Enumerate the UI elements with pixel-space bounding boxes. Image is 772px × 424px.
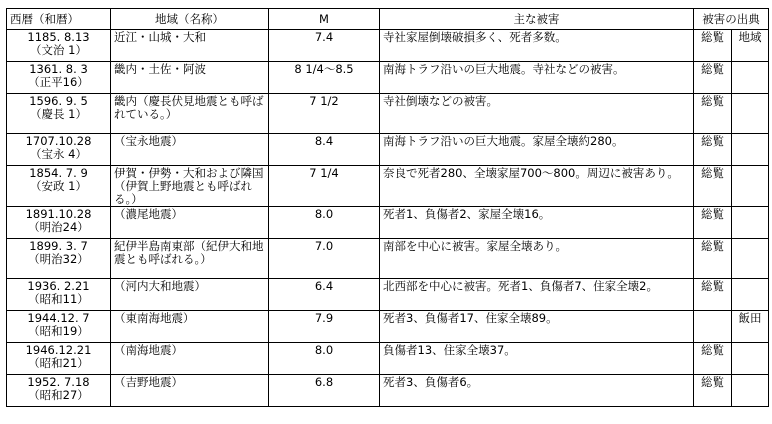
source-cell-soran [694, 311, 732, 343]
magnitude-cell: 8.0 [269, 207, 380, 239]
region-cell: （河内大和地震） [111, 279, 269, 311]
table-row [7, 94, 769, 134]
magnitude-cell: 7.4 [269, 30, 380, 62]
magnitude-cell: 7.9 [269, 311, 380, 343]
magnitude-cell: 7 1/2 [269, 94, 380, 134]
gregorian-date: 1185. 8.13 [27, 30, 90, 44]
magnitude-cell: 8 1/4～8.5 [269, 62, 380, 94]
damage-cell: 負傷者13、住家全壊37。 [380, 343, 694, 375]
source-cell-other [732, 207, 769, 239]
earthquake-history-table [6, 8, 769, 407]
source-cell-soran: 総覧 [694, 375, 732, 407]
header-source: 被害の出典 [694, 9, 769, 30]
source-cell-other [732, 134, 769, 166]
gregorian-date: 1596. 9. 5 [29, 94, 88, 108]
header-region: 地域（名称） [111, 9, 269, 30]
damage-cell: 死者1、負傷者2、家屋全壊16。 [380, 207, 694, 239]
japanese-era: （明治24） [28, 220, 89, 234]
table-body [7, 30, 769, 407]
date-cell [7, 30, 111, 62]
source-cell-other [732, 343, 769, 375]
magnitude-cell: 6.4 [269, 279, 380, 311]
region-cell: （濃尾地震） [111, 207, 269, 239]
table-row [7, 375, 769, 407]
gregorian-date: 1891.10.28 [25, 207, 92, 221]
date-cell [7, 94, 111, 134]
source-cell-other: 飯田 [732, 311, 769, 343]
source-cell-soran: 総覧 [694, 94, 732, 134]
damage-cell: 北西部を中心に被害。死者1、負傷者7、住家全壊2。 [380, 279, 694, 311]
header-damage: 主な被害 [380, 9, 694, 30]
region-cell: （吉野地震） [111, 375, 269, 407]
date-cell [7, 134, 111, 166]
japanese-era: （昭和21） [28, 356, 89, 370]
source-cell-soran: 総覧 [694, 343, 732, 375]
table-row [7, 207, 769, 239]
table-row [7, 279, 769, 311]
damage-cell: 奈良で死者280、全壊家屋700～800。周辺に被害あり。 [380, 166, 694, 207]
japanese-era: （安政 1） [30, 179, 87, 193]
damage-cell: 死者3、負傷者6。 [380, 375, 694, 407]
gregorian-date: 1946.12.21 [25, 343, 92, 357]
region-cell: （宝永地震） [111, 134, 269, 166]
japanese-era: （昭和11） [28, 292, 89, 306]
damage-cell: 南海トラフ沿いの巨大地震。寺社などの被害。 [380, 62, 694, 94]
date-cell [7, 311, 111, 343]
damage-cell: 死者3、負傷者17、住家全壊89。 [380, 311, 694, 343]
region-cell: 畿内・土佐・阿波 [111, 62, 269, 94]
table-row [7, 239, 769, 279]
magnitude-cell: 7 1/4 [269, 166, 380, 207]
gregorian-date: 1952. 7.18 [27, 375, 90, 389]
gregorian-date: 1944.12. 7 [27, 311, 90, 325]
gregorian-date: 1361. 8. 3 [29, 62, 88, 76]
source-cell-other: 地域 [732, 30, 769, 62]
region-cell: 伊賀・伊勢・大和および隣国（伊賀上野地震とも呼ばれる。） [111, 166, 269, 207]
region-cell: （東南海地震） [111, 311, 269, 343]
region-cell: 近江・山城・大和 [111, 30, 269, 62]
source-cell-soran: 総覧 [694, 62, 732, 94]
table-row [7, 166, 769, 207]
source-cell-other [732, 62, 769, 94]
source-cell-soran: 総覧 [694, 134, 732, 166]
magnitude-cell: 7.0 [269, 239, 380, 279]
table-row [7, 311, 769, 343]
header-magnitude: M [269, 9, 380, 30]
source-cell-soran: 総覧 [694, 207, 732, 239]
source-cell-other [732, 94, 769, 134]
table-row [7, 134, 769, 166]
source-cell-other [732, 279, 769, 311]
date-cell [7, 62, 111, 94]
source-cell-other [732, 166, 769, 207]
magnitude-cell: 6.8 [269, 375, 380, 407]
magnitude-cell: 8.4 [269, 134, 380, 166]
source-cell-soran: 総覧 [694, 239, 732, 279]
japanese-era: （明治32） [28, 252, 89, 266]
earthquake-table-wrapper [6, 8, 769, 407]
japanese-era: （文治 1） [30, 43, 87, 57]
gregorian-date: 1707.10.28 [25, 134, 92, 148]
source-cell-soran: 総覧 [694, 30, 732, 62]
table-row [7, 343, 769, 375]
japanese-era: （慶長 1） [30, 107, 87, 121]
date-cell [7, 207, 111, 239]
date-cell [7, 343, 111, 375]
japanese-era: （昭和19） [28, 324, 89, 338]
date-cell [7, 166, 111, 207]
date-cell [7, 279, 111, 311]
gregorian-date: 1936. 2.21 [27, 279, 90, 293]
damage-cell: 寺社家屋倒壊破損多く、死者多数。 [380, 30, 694, 62]
japanese-era: （正平16） [28, 75, 89, 89]
region-cell: 紀伊半島南東部（紀伊大和地震とも呼ばれる。） [111, 239, 269, 279]
damage-cell: 寺社倒壊などの被害。 [380, 94, 694, 134]
date-cell [7, 239, 111, 279]
source-cell-soran: 総覧 [694, 166, 732, 207]
region-cell: （南海地震） [111, 343, 269, 375]
date-cell [7, 375, 111, 407]
japanese-era: （宝永 4） [30, 147, 87, 161]
damage-cell: 南部を中心に被害。家屋全壊あり。 [380, 239, 694, 279]
table-row [7, 30, 769, 62]
source-cell-soran: 総覧 [694, 279, 732, 311]
table-row [7, 62, 769, 94]
header-row [7, 9, 769, 30]
gregorian-date: 1899. 3. 7 [29, 239, 88, 253]
magnitude-cell: 8.0 [269, 343, 380, 375]
source-cell-other [732, 239, 769, 279]
gregorian-date: 1854. 7. 9 [29, 166, 88, 180]
header-year: 西暦（和暦） [7, 9, 111, 30]
damage-cell: 南海トラフ沿いの巨大地震。家屋全壊約280。 [380, 134, 694, 166]
region-cell: 畿内（慶長伏見地震とも呼ばれている。） [111, 94, 269, 134]
source-cell-other [732, 375, 769, 407]
japanese-era: （昭和27） [28, 388, 89, 402]
